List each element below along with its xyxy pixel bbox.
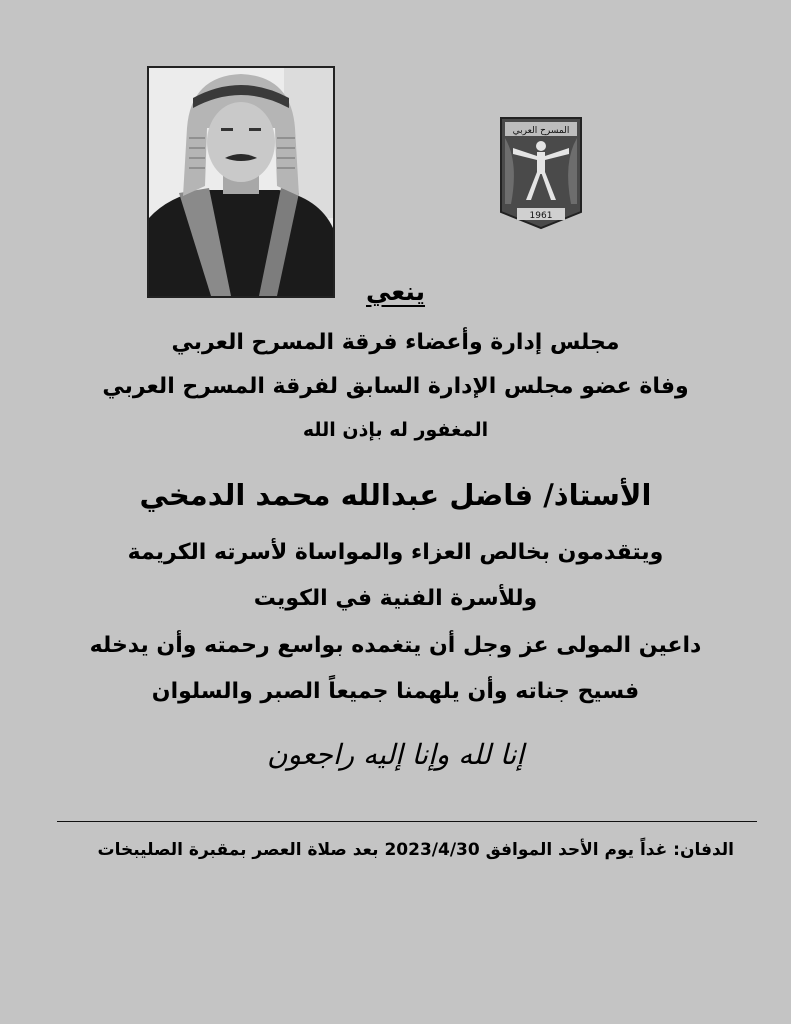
announcement-title: ينعي [366,277,425,306]
announcer-line: مجلس إدارة وأعضاء فرقة المسرح العربي [171,330,620,355]
burial-info: الدفان: غداً يوم الأحد الموافق 2023/4/30 بعد صلاة العصر بمقبرة الصليبخات [97,840,734,860]
portrait-illustration [149,68,333,296]
portrait-photo [147,66,335,298]
logo-text: المسرح العربي [512,126,570,136]
condolence-line: ويتقدمون بخالص العزاء والمواساة لأسرته الكريمة [127,540,664,565]
condolence-family-line: وللأسرة الفنية في الكويت [253,586,538,611]
supplication-line-2: فسيح جناته وأن يلهمنا جميعاً الصبر والسلوان [151,679,640,704]
divider-line [57,821,757,822]
quran-verse-calligraphy: إنا لله وإنا إليه راجعون [266,738,525,771]
prayer-line: المغفور له بإذن الله [302,419,489,441]
deceased-name: الأستاذ/ فاضل عبدالله محمد الدمخي [139,478,652,512]
logo-year: 1961 [529,211,553,221]
supplication-line: داعين المولى عز وجل أن يتغمده بواسع رحمته وأن يدخله [89,633,702,658]
arab-theater-logo [497,112,585,230]
death-notice-line: وفاة عضو مجلس الإدارة السابق لفرقة المسرح العربي [102,374,689,399]
